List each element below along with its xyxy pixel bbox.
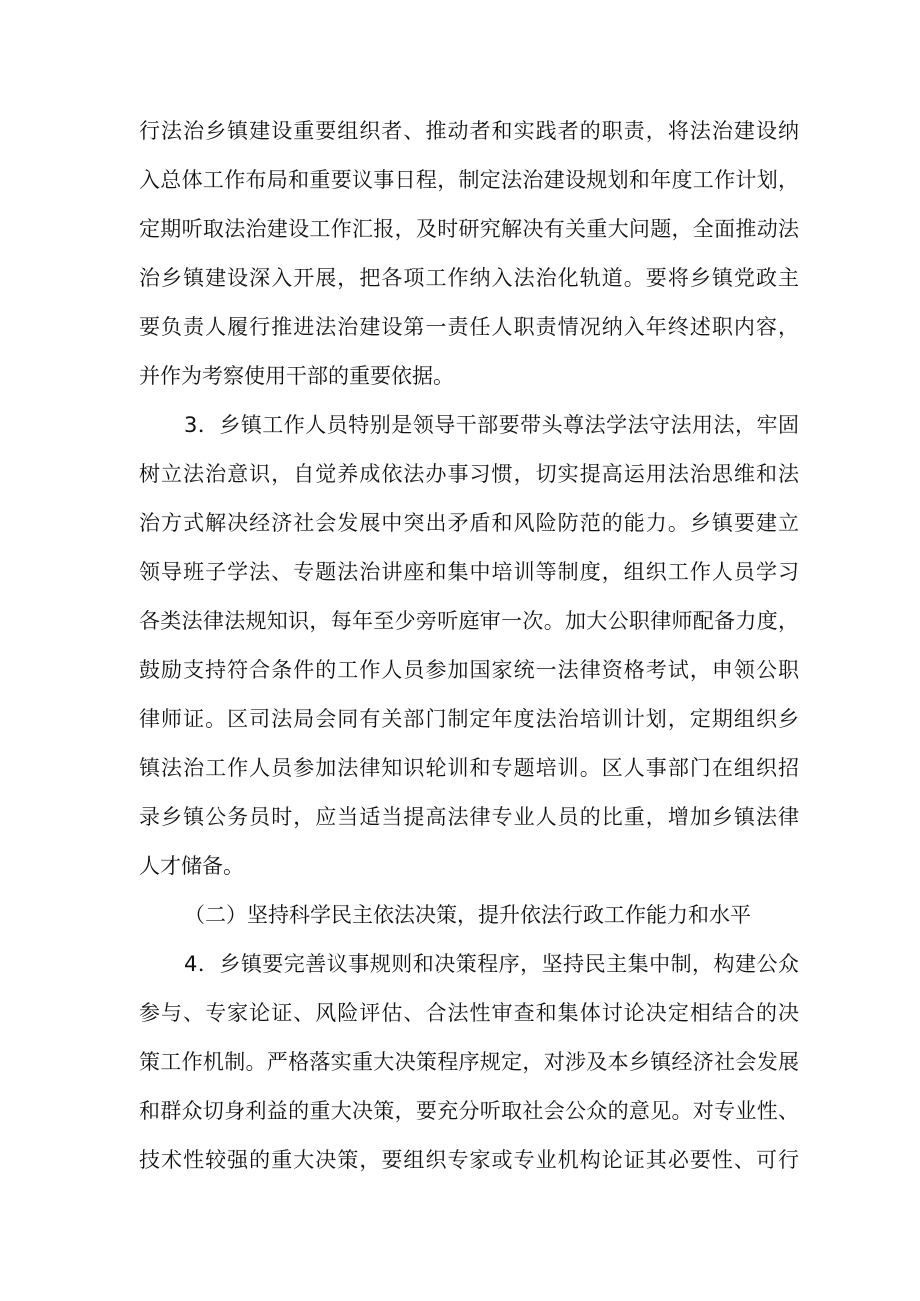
text-line: 并作为考察使用干部的重要依据。: [139, 364, 454, 388]
text-line: 治方式解决经济社会发展中突出矛盾和风险防范的能力。乡镇要建立: [139, 511, 799, 535]
text-line: 树立法治意识，自觉养成依法办事习惯，切实提高运用法治思维和法: [139, 462, 799, 486]
text-line: 行法治乡镇建设重要组织者、推动者和实践者的职责，将法治建设纳: [139, 119, 799, 143]
text-line: 人才储备。: [139, 854, 244, 878]
text-line: 录乡镇公务员时，应当适当提高法律专业人员的比重，增加乡镇法律: [139, 805, 799, 829]
text-line: 律师证。区司法局会同有关部门制定年度法治培训计划，定期组织乡: [139, 707, 799, 731]
text-line: 策工作机制。严格落实重大决策程序规定，对涉及本乡镇经济社会发展: [139, 1050, 799, 1074]
text-line: 参与、专家论证、风险评估、合法性审查和集体讨论决定相结合的决: [139, 1001, 799, 1025]
text-line: 要负责人履行推进法治建设第一责任人职责情况纳入年终述职内容，: [139, 315, 799, 339]
section-heading: （二）坚持科学民主依法决策，提升依法行政工作能力和水平: [184, 903, 751, 927]
text-line: 领导班子学法、专题法治讲座和集中培训等制度，组织工作人员学习: [139, 560, 799, 584]
text-line: 3．乡镇工作人员特别是领导干部要带头尊法学法守法用法，牢固: [184, 413, 799, 437]
text-line: 入总体工作布局和重要议事日程，制定法治建设规划和年度工作计划，: [139, 168, 799, 192]
text-line: 4．乡镇要完善议事规则和决策程序，坚持民主集中制，构建公众: [184, 952, 799, 976]
text-line: 镇法治工作人员参加法律知识轮训和专题培训。区人事部门在组织招: [139, 756, 799, 780]
text-line: 鼓励支持符合条件的工作人员参加国家统一法律资格考试，申领公职: [139, 658, 799, 682]
text-line: 定期听取法治建设工作汇报，及时研究解决有关重大问题，全面推动法: [139, 217, 799, 241]
text-line: 和群众切身利益的重大决策，要充分听取社会公众的意见。对专业性、: [139, 1099, 799, 1123]
text-line: 各类法律法规知识，每年至少旁听庭审一次。加大公职律师配备力度，: [139, 609, 799, 633]
text-line: 技术性较强的重大决策，要组织专家或专业机构论证其必要性、可行: [139, 1148, 799, 1172]
text-line: 治乡镇建设深入开展，把各项工作纳入法治化轨道。要将乡镇党政主: [139, 266, 799, 290]
